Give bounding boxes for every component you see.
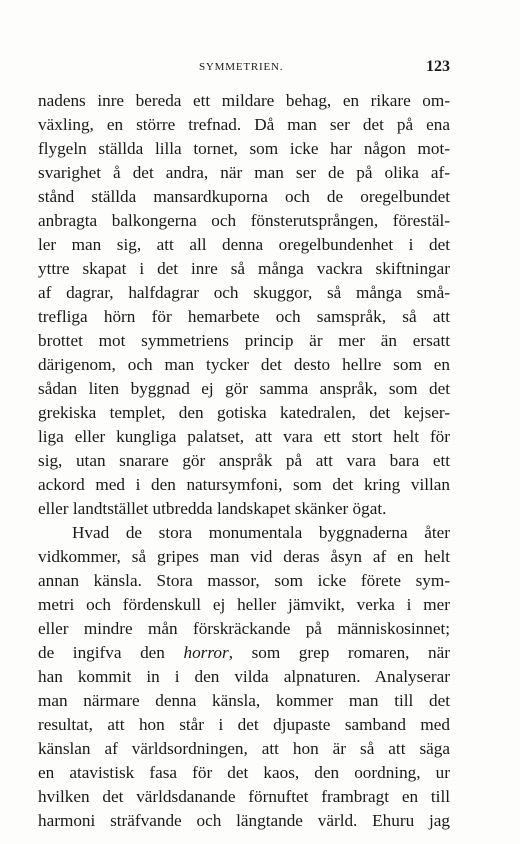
text-line: yttre skapat i det inre så många vackra skiftningar <box>38 259 450 278</box>
text-line: annan känsla. Stora massor, som icke förete sym- <box>38 571 450 590</box>
text-line: stånd ställda mansardkuporna och de oregelbundet <box>38 187 450 206</box>
text-line-with-italic <box>38 641 450 665</box>
text-line: harmoni sträfvande och längtande värld. Ehuru jag <box>38 811 450 830</box>
text-line: nadens inre bereda ett mildare behag, en rikare om- <box>38 91 450 110</box>
text-line: man närmare denna känsla, kommer man till det <box>38 691 450 710</box>
body-text <box>38 89 450 833</box>
text-line: liga eller kungliga palatset, att vara ett stort helt för <box>38 427 450 446</box>
line-text-before: de ingifva den <box>38 643 184 662</box>
text-line: en atavistisk fasa för det kaos, den oordning, ur <box>38 763 450 782</box>
text-line: brottet mot symmetriens princip är mer än ersatt <box>38 331 450 350</box>
text-line: grekiska templet, den gotiska katedralen, det kejser- <box>38 403 450 422</box>
text-line: känslan af världsordningen, att hon är så att säga <box>38 739 450 758</box>
running-title: SYMMETRIEN. <box>199 61 284 73</box>
text-line: trefliga hörn för hemarbete och samspråk, så att <box>38 307 450 326</box>
text-line: metri och fördenskull ej heller jämvikt, verka i mer <box>38 595 450 614</box>
text-line: därigenom, och man tycker det desto hellre som en <box>38 355 450 374</box>
text-line: anbragta balkongerna och fönsterutsprången, förestäl- <box>38 211 450 230</box>
text-line: af dagrar, halfdagrar och skuggor, så många små- <box>38 283 450 302</box>
text-line: sådan liten byggnad ej gör samma anspråk, som det <box>38 379 450 398</box>
text-line: svarighet å det andra, när man ser de på olika af- <box>38 163 450 182</box>
line-text-after: , som grep romaren, när <box>228 643 450 662</box>
page-number: 123 <box>426 58 450 75</box>
text-line: vidkommer, så gripes man vid deras åsyn af en helt <box>38 547 450 566</box>
text-line: växling, en större trefnad. Då man ser det på ena <box>38 115 450 134</box>
text-line: flygeln ställda lilla tornet, som icke har någon mot- <box>38 139 450 158</box>
text-line: resultat, att hon står i det djupaste samband med <box>38 715 450 734</box>
italic-word: horror <box>183 643 229 662</box>
text-line: eller landtstället utbredda landskapet skänker ögat. <box>38 499 387 518</box>
text-line: sig, utan snarare gör anspråk på att vara bara ett <box>38 451 450 470</box>
text-line: ackord med i den natursymfoni, som det kring villan <box>38 475 450 494</box>
text-line: hvilken det världsdanande förnuftet frambragt en till <box>38 787 450 806</box>
text-line: han kommit in i den vilda alpnaturen. Analyserar <box>38 667 450 686</box>
text-line: eller mindre mån förskräckande på människosinnet; <box>38 619 450 638</box>
page-header <box>38 58 450 78</box>
paragraph-first-line: Hvad de stora monumentala byggnaderna åter <box>72 523 450 542</box>
text-line: ler man sig, att all denna oregelbundenhet i det <box>38 235 450 254</box>
